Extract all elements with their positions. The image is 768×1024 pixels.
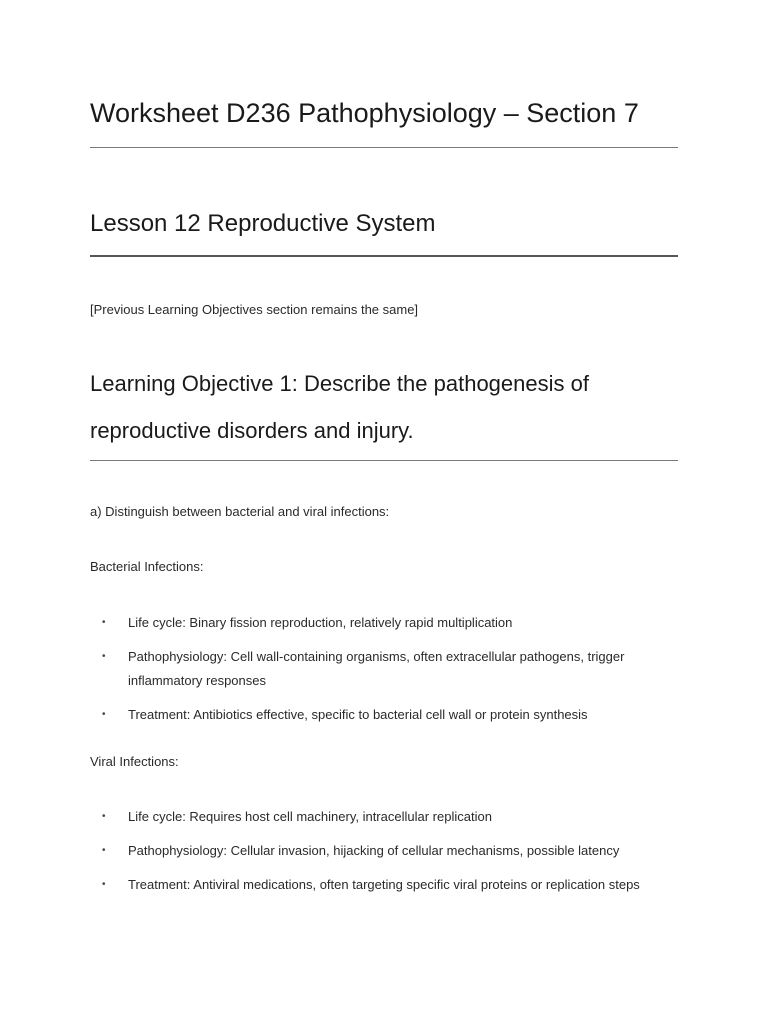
list-item-text: Pathophysiology: Cellular invasion, hijacking of cellular mechanisms, possible latency xyxy=(128,843,620,858)
list-item-text: Pathophysiology: Cell wall-containing organisms, often extracellular pathogens, trigger inflammatory responses xyxy=(128,649,625,688)
list-item xyxy=(90,839,678,863)
lesson-divider xyxy=(90,255,678,257)
list-item xyxy=(90,611,678,635)
bullet-icon: • xyxy=(102,879,106,890)
bullet-icon: • xyxy=(102,811,106,822)
list-item xyxy=(90,645,678,693)
document-title: Worksheet D236 Pathophysiology – Section 7 xyxy=(90,98,639,128)
title-divider xyxy=(90,147,678,148)
viral-list xyxy=(90,805,678,897)
list-item xyxy=(90,805,678,829)
bullet-icon: • xyxy=(102,617,106,628)
list-item-text: Life cycle: Requires host cell machinery, intracellular replication xyxy=(128,809,492,824)
list-item-text: Life cycle: Binary fission reproduction, relatively rapid multiplication xyxy=(128,615,513,630)
objective-divider xyxy=(90,460,678,461)
list-item xyxy=(90,873,678,897)
bacterial-list xyxy=(90,611,678,727)
bacterial-heading: Bacterial Infections: xyxy=(90,559,204,574)
list-item xyxy=(90,703,678,727)
list-item-text: Treatment: Antiviral medications, often targeting specific viral proteins or replication steps xyxy=(128,877,640,892)
objective-heading: Learning Objective 1: Describe the pathogenesis of reproductive disorders and injury. xyxy=(90,371,589,443)
viral-heading: Viral Infections: xyxy=(90,754,179,769)
bullet-icon: • xyxy=(102,845,106,856)
bullet-icon: • xyxy=(102,709,106,720)
list-item-text: Treatment: Antibiotics effective, specific to bacterial cell wall or protein synthesis xyxy=(128,707,588,722)
intro-text: a) Distinguish between bacterial and viral infections: xyxy=(90,504,390,519)
bullet-icon: • xyxy=(102,651,106,662)
lesson-heading: Lesson 12 Reproductive System xyxy=(90,210,436,237)
note-text: [Previous Learning Objectives section remains the same] xyxy=(90,302,419,317)
